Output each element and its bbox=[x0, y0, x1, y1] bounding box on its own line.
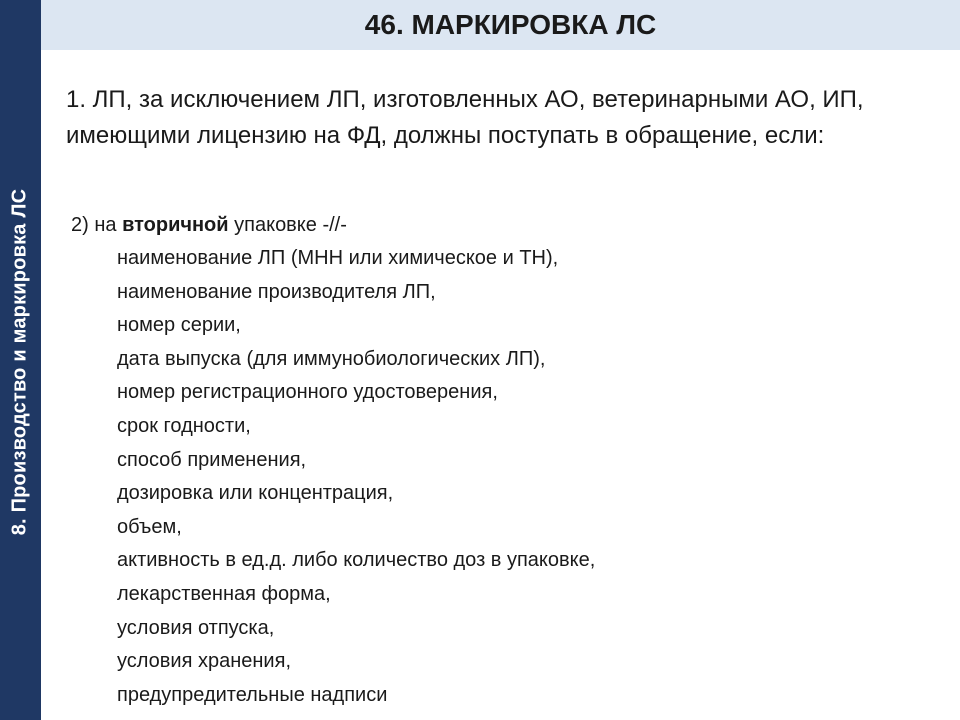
page-title: 46. МАРКИРОВКА ЛС bbox=[364, 9, 657, 40]
side-banner bbox=[0, 0, 41, 720]
intro-paragraph: 1. ЛП, за исключением ЛП, изготовленных АО, ветеринарными АО, ИП, имеющими лицензию на ФД, должны поступать в обращение, если: bbox=[66, 86, 864, 149]
sub-heading-bold: вторичной bbox=[122, 214, 229, 236]
sub-heading-suffix: упаковке -//- bbox=[228, 214, 347, 236]
sub-heading-prefix: 2) на bbox=[71, 214, 123, 236]
list-item: номер регистрационного удостоверения, bbox=[117, 381, 498, 404]
title-bar bbox=[41, 0, 960, 50]
list-item: способ применения, bbox=[117, 448, 307, 471]
list-item: активность в ед.д. либо количество доз в упаковке, bbox=[117, 549, 596, 572]
list-item: условия хранения, bbox=[117, 650, 291, 673]
list-item: лекарственная форма, bbox=[117, 582, 331, 605]
list-item: дозировка или концентрация, bbox=[117, 482, 394, 505]
list-item: наименование ЛП (МНН или химическое и ТН), bbox=[117, 247, 559, 269]
list-item: дата выпуска (для иммунобиологических ЛП), bbox=[117, 347, 546, 370]
list-item: предупредительные надписи bbox=[117, 683, 388, 706]
requirements-list bbox=[117, 242, 595, 712]
list-item: объем, bbox=[117, 515, 182, 538]
side-banner-label: 8. Производство и маркировка ЛС bbox=[8, 188, 31, 536]
list-item: номер серии, bbox=[117, 314, 241, 337]
list-item: условия отпуска, bbox=[117, 616, 275, 639]
list-item: срок годности, bbox=[117, 414, 251, 437]
list-item: наименование производителя ЛП, bbox=[117, 280, 436, 303]
sub-heading bbox=[71, 208, 347, 242]
